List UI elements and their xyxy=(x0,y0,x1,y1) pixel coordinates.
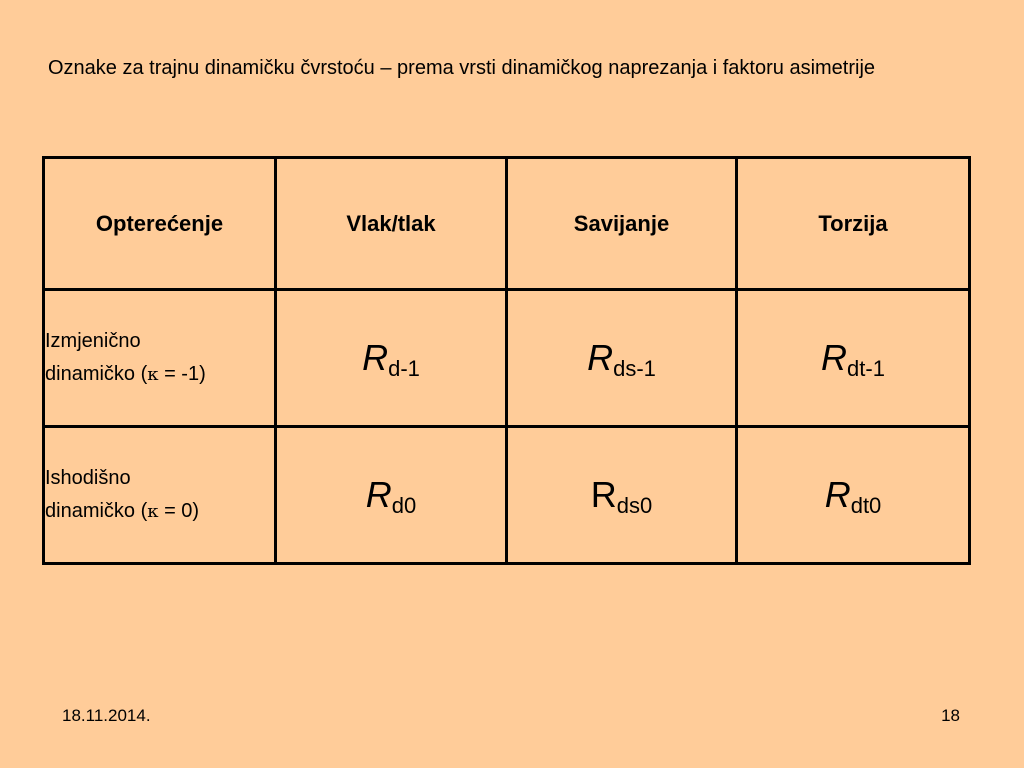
symbol-r: R xyxy=(821,337,848,378)
page-number: 18 xyxy=(941,706,960,725)
symbol-subscript: d0 xyxy=(391,493,417,518)
symbol-cell-rd0 xyxy=(276,427,507,564)
kappa-symbol: κ xyxy=(147,364,159,385)
symbol-subscript: dt-1 xyxy=(847,356,885,381)
header-torsion: Torzija xyxy=(737,158,970,290)
row-label-line2-prefix: dinamičko ( xyxy=(45,500,148,522)
symbol-subscript: ds0 xyxy=(616,493,653,518)
symbol-subscript: d-1 xyxy=(388,356,420,381)
table-header-row xyxy=(44,158,970,290)
symbol-cell-rdt-1 xyxy=(737,290,970,427)
notation-table xyxy=(42,156,971,565)
row-label-line2-suffix: = 0) xyxy=(158,500,200,522)
symbol-cell-rds-1 xyxy=(507,290,737,427)
kappa-symbol: κ xyxy=(147,501,159,522)
table-row-alternating xyxy=(44,290,970,427)
row-label-alternating xyxy=(44,290,276,427)
row-label-line2-suffix: = -1) xyxy=(158,363,206,385)
header-load-type: Opterećenje xyxy=(44,158,276,290)
symbol-cell-rdt0 xyxy=(737,427,970,564)
symbol-r: R xyxy=(365,474,392,515)
row-label-line1: Izmjenično xyxy=(45,330,141,352)
slide-date: 18.11.2014. xyxy=(62,706,151,725)
symbol-subscript: ds-1 xyxy=(613,356,656,381)
header-bending: Savijanje xyxy=(507,158,737,290)
symbol-r: R xyxy=(590,474,617,515)
symbol-cell-rd-1 xyxy=(276,290,507,427)
row-label-pulsating xyxy=(44,427,276,564)
symbol-r: R xyxy=(587,337,614,378)
header-tension-compression: Vlak/tlak xyxy=(276,158,507,290)
row-label-line2-prefix: dinamičko ( xyxy=(45,363,148,385)
symbol-cell-rds0 xyxy=(507,427,737,564)
table-row-pulsating xyxy=(44,427,970,564)
symbol-r: R xyxy=(362,337,389,378)
row-label-line1: Ishodišno xyxy=(45,467,131,489)
symbol-r: R xyxy=(824,474,851,515)
slide-title: Oznake za trajnu dinamičku čvrstoću – prema vrsti dinamičkog naprezanja i faktoru asimetrije xyxy=(48,57,876,79)
symbol-subscript: dt0 xyxy=(850,493,882,518)
